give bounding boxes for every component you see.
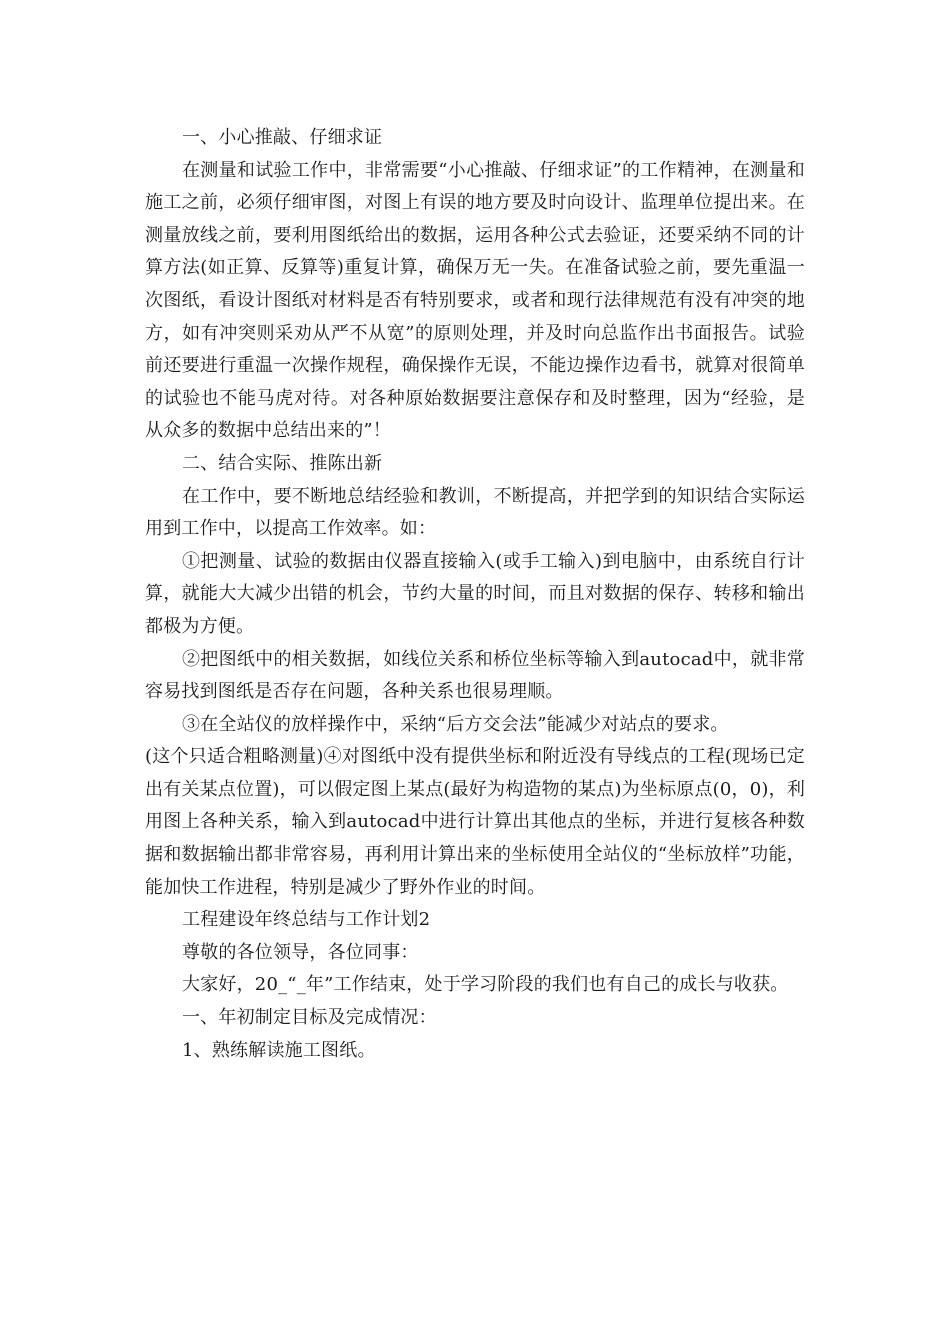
list-item-4: (这个只适合粗略测量)④对图纸中没有提供坐标和附近没有导线点的工程(现场已定出有关某点位置)，可以假定图上某点(最好为构造物的某点)为坐标原点(0，0)，利用图上各种关系，输入到autocad中进行计算出其他点的坐标，并进行复核各种数据和数据输出都非常容易，再利用计算出来的坐标使用全站仪的“坐标放样”功能，能加快工作进程，特别是减少了野外作业的时间。 xyxy=(145,746,806,898)
section-heading-2: 二、结合实际、推陈出新 xyxy=(182,452,383,474)
paragraph-practice-innovation: 在工作中，要不断地总结经验和教训，不断提高，并把学到的知识结合实际运用到工作中，以提高工作效率。如： xyxy=(145,485,805,540)
paragraph-careful-verification: 在测量和试验工作中，非常需要“小心推敲、仔细求证”的工作精神，在测量和施工之前，必须仔细审图，对图上有误的地方要及时向设计、监理单位提出来。在测量放线之前，要利用图纸给出的数据，运用各种公式去验证，还要采纳不同的计算方法(如正算、反算等)重复计算，确保万无一失。在准备试验之前，要先重温一次图纸，看设计图纸对材料是否有特别要求，或者和现行法律规范有没有冲突的地方，如有冲突则采劝从严不从宽”的原则处理，并及时向总监作出书面报告。试验前还要进行重温一次操作规程，确保操作无误，不能边操作边看书，就算对很简单的试验也不能马虎对待。对各种原始数据要注意保存和及时整理，因为“经验，是从众多的数据中总结出来的”！ xyxy=(145,159,805,442)
document-body xyxy=(145,122,805,1067)
list-item-2: ②把图纸中的相关数据，如线位关系和桥位坐标等输入到autocad中，就非常容易找到图纸是否存在问题，各种关系也很易理顺。 xyxy=(145,648,805,703)
greeting-paragraph: 大家好，20_“_年”工作结束，处于学习阶段的我们也有自己的成长与收获。 xyxy=(182,974,789,996)
section-heading-1: 一、小心推敲、仔细求证 xyxy=(182,127,383,148)
salutation: 尊敬的各位领导，各位同事： xyxy=(182,941,419,963)
goal-item-1: 1、熟练解读施工图纸。 xyxy=(182,1039,376,1061)
list-item-1: ①把测量、试验的数据由仪器直接输入(或手工输入)到电脑中，由系统自行计算，就能大大减少出错的机会，节约大量的时间，而且对数据的保存、转移和输出都极为方便。 xyxy=(145,550,805,637)
section-heading-goals: 一、年初制定目标及完成情况： xyxy=(182,1007,437,1029)
list-item-3: ③在全站仪的放样操作中，采纳“后方交会法”能减少对站点的要求。 xyxy=(182,713,729,735)
document-subtitle: 工程建设年终总结与工作计划2 xyxy=(182,909,431,931)
